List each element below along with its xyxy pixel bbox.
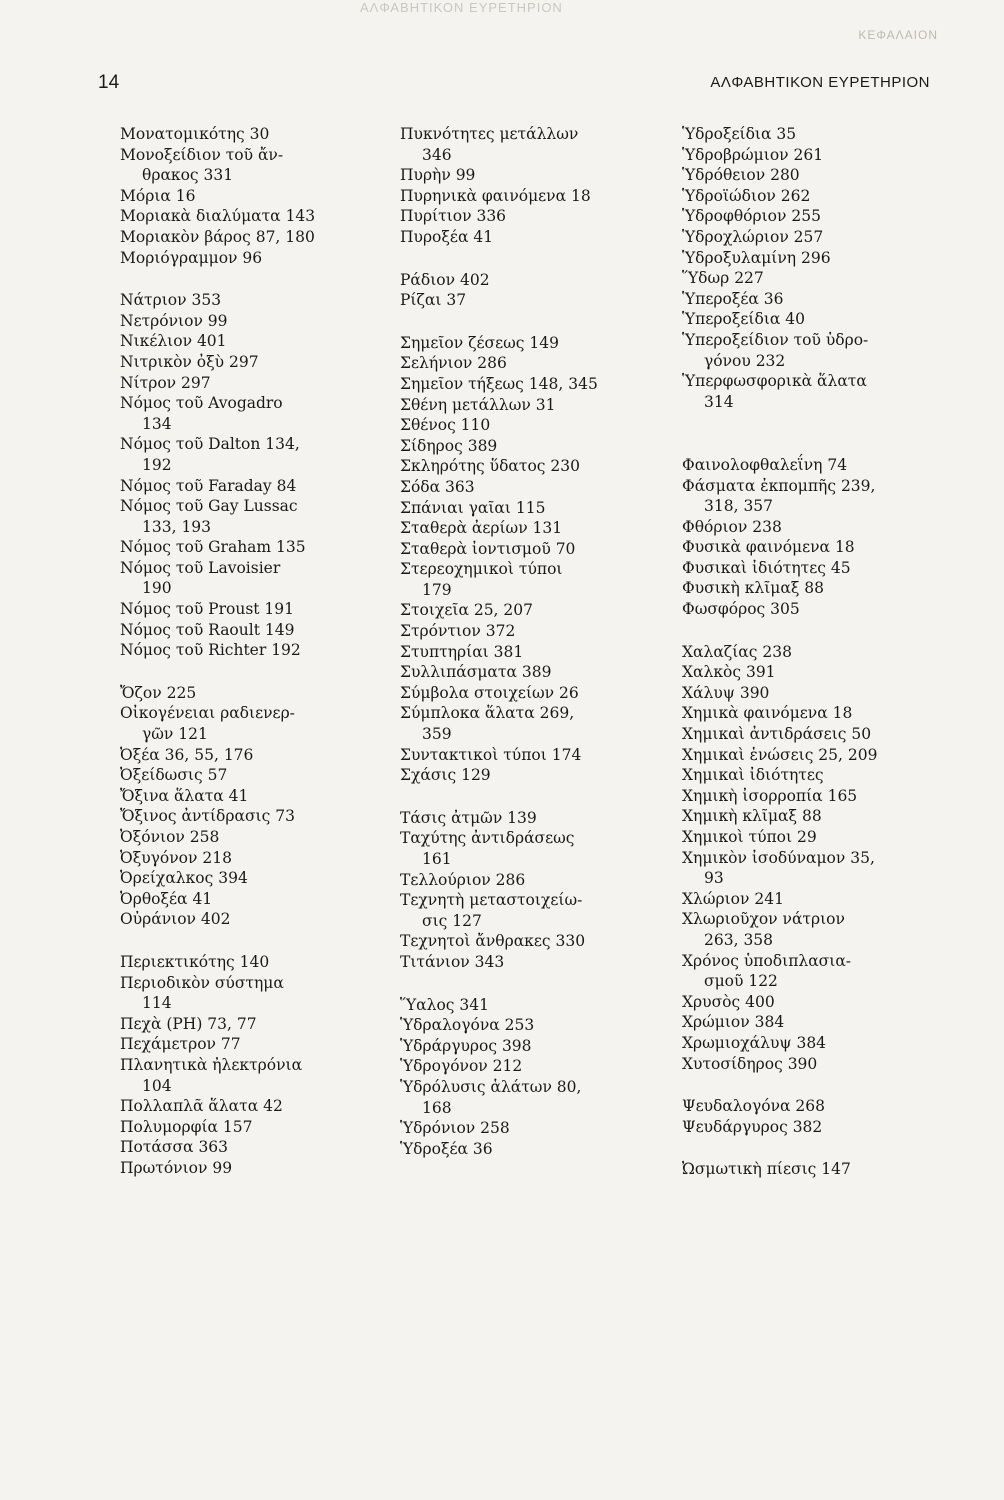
index-entry: Τιτάνιον 343 bbox=[400, 952, 505, 971]
index-entry: Σελήνιον 286 bbox=[400, 354, 507, 373]
index-entry: Ὑδροϊώδιον 262 bbox=[682, 186, 811, 205]
index-entry: Ὑδροξυλαμίνη 296 bbox=[682, 248, 831, 267]
index-entry: Χρυσὸς 400 bbox=[682, 992, 775, 1011]
index-entry-continuation: 134 bbox=[142, 414, 172, 433]
index-entry: Χλωριοῦχον νάτριον bbox=[682, 910, 845, 929]
index-entry: Ὄζον 225 bbox=[120, 683, 197, 702]
index-entry-continuation: 114 bbox=[142, 994, 172, 1013]
index-entry: Ὄξινος ἀντίδρασις 73 bbox=[120, 807, 295, 826]
index-entry: Σταθερὰ ἀερίων 131 bbox=[400, 519, 563, 538]
index-entry: Ὀξέα 36, 55, 176 bbox=[120, 745, 254, 764]
index-entry-continuation: σμοῦ 122 bbox=[704, 972, 778, 991]
index-entry: Τεχνητοὶ ἄνθρακες 330 bbox=[400, 932, 586, 951]
index-entry: Φυσικὴ κλῖμαξ 88 bbox=[682, 579, 825, 598]
index-entry: Νίτρον 297 bbox=[120, 373, 211, 392]
index-entry: Ὑδραλογόνα 253 bbox=[400, 1016, 535, 1035]
index-entry: Ὑπεροξέα 36 bbox=[682, 289, 784, 308]
index-entry-continuation: 161 bbox=[422, 850, 452, 868]
index-entry: Χημικὰ φαινόμενα 18 bbox=[682, 704, 853, 723]
index-entry: Χημικαὶ ἰδιότητες bbox=[682, 766, 824, 785]
page-number: 14 bbox=[98, 72, 120, 93]
index-column-3 bbox=[682, 124, 932, 1180]
index-entry: Μοριακὰ διαλύματα 143 bbox=[120, 207, 316, 226]
letter-group-spacer bbox=[682, 434, 932, 455]
index-entry: Ὑδρόθειον 280 bbox=[682, 166, 800, 185]
index-entry-continuation: 318, 357 bbox=[704, 497, 774, 516]
index-entry: Οἰκογένειαι ραδιενερ- bbox=[120, 704, 295, 723]
index-entry: Τάσις ἀτμῶν 139 bbox=[400, 808, 537, 827]
index-entry: Ὀρθοξέα 41 bbox=[120, 889, 213, 908]
index-entry: Φθόριον 238 bbox=[682, 517, 782, 536]
index-entry: Ὑδράργυρος 398 bbox=[400, 1036, 532, 1055]
index-entry: Νικέλιον 401 bbox=[120, 332, 227, 351]
index-entry: Ψευδαλογόνα 268 bbox=[682, 1097, 825, 1116]
index-entry: Στοιχεῖα 25, 207 bbox=[400, 601, 533, 620]
index-entry: Ὀξόνιον 258 bbox=[120, 828, 220, 846]
letter-group-spacer bbox=[400, 973, 650, 995]
index-entry: Νόμος τοῦ Avogadro bbox=[120, 394, 283, 413]
index-entry: Χαλαζίας 238 bbox=[682, 642, 792, 661]
letter-group-spacer bbox=[120, 661, 352, 683]
bleed-through-text-right: ΚΕΦΑΛΑΙΟΝ bbox=[858, 28, 938, 42]
index-entry-continuation: 179 bbox=[422, 580, 452, 599]
index-entry: Ὑδρογόνον 212 bbox=[400, 1057, 523, 1076]
index-entry: Φάσματα ἐκπομπῆς 239, bbox=[682, 476, 876, 495]
index-entry: Σκληρότης ὕδατος 230 bbox=[400, 457, 580, 476]
index-entry: Πυροξέα 41 bbox=[400, 227, 494, 246]
letter-group-spacer bbox=[682, 1074, 932, 1096]
index-entry-continuation: 133, 193 bbox=[142, 517, 212, 536]
index-entry: Σύμπλοκα ἅλατα 269, bbox=[400, 704, 575, 723]
index-entry: Σχάσις 129 bbox=[400, 766, 491, 785]
index-entry: Πυκνότητες μετάλλων bbox=[400, 125, 579, 143]
index-entry: Ὕδωρ 227 bbox=[682, 269, 764, 288]
index-entry: Στερεοχημικοὶ τύποι bbox=[400, 560, 563, 579]
index-entry: Ψευδάργυρος 382 bbox=[682, 1117, 823, 1136]
index-entry-continuation: 346 bbox=[422, 145, 452, 164]
index-entry: Φαινολοφθαλεΐνη 74 bbox=[682, 455, 848, 474]
index-entry: Ράδιον 402 bbox=[400, 270, 490, 289]
index-column-2 bbox=[400, 124, 650, 1159]
index-entry: Σθένος 110 bbox=[400, 416, 491, 435]
index-entry: Ὑπεροξείδιον τοῦ ὑδρο- bbox=[682, 330, 869, 349]
index-entry: Ὀξυγόνον 218 bbox=[120, 848, 232, 867]
index-entry: Ὑδρόνιον 258 bbox=[400, 1119, 510, 1138]
index-entry: Πεχὰ (PH) 73, 77 bbox=[120, 1014, 257, 1033]
index-entry-continuation: 168 bbox=[422, 1098, 452, 1117]
index-entry: Ὄξινα ἅλατα 41 bbox=[120, 786, 249, 805]
index-entry-continuation: θρακος 331 bbox=[142, 166, 234, 185]
index-entry: Ὠσμωτικὴ πίεσις 147 bbox=[682, 1160, 851, 1179]
index-entry: Μονατομικότης 30 bbox=[120, 125, 270, 143]
index-entry: Νόμος τοῦ Proust 191 bbox=[120, 600, 295, 619]
index-entry: Οὐράνιον 402 bbox=[120, 910, 231, 929]
index-entry: Φυσικαὶ ἰδιότητες 45 bbox=[682, 558, 851, 577]
index-entry: Μονοξείδιον τοῦ ἄν- bbox=[120, 145, 284, 164]
index-entry: Νόμος τοῦ Gay Lussac bbox=[120, 497, 298, 516]
index-entry: Χάλυψ 390 bbox=[682, 683, 770, 702]
index-entry: Σίδηρος 389 bbox=[400, 436, 498, 455]
index-entry: Ὕαλος 341 bbox=[400, 995, 489, 1014]
index-entry: Χημικαὶ ἑνώσεις 25, 209 bbox=[682, 745, 878, 764]
index-entry: Φωσφόρος 305 bbox=[682, 600, 800, 619]
index-entry: Μοριόγραμμον 96 bbox=[120, 248, 263, 267]
index-entry: Χυτοσίδηρος 390 bbox=[682, 1054, 818, 1073]
letter-group-spacer bbox=[400, 311, 650, 333]
index-entry-continuation: 93 bbox=[704, 869, 724, 888]
index-entry: Χρώμιον 384 bbox=[682, 1013, 785, 1032]
index-entry: Ὑδροχλώριον 257 bbox=[682, 227, 824, 246]
index-entry: Ρίζαι 37 bbox=[400, 291, 467, 310]
index-entry: Χρόνος ὑποδιπλασια- bbox=[682, 951, 852, 970]
index-entry: Χαλκὸς 391 bbox=[682, 663, 776, 682]
index-entry-continuation: 192 bbox=[142, 455, 172, 474]
index-entry: Ὑδροφθόριον 255 bbox=[682, 207, 821, 226]
letter-group-spacer bbox=[400, 248, 650, 270]
index-column-1 bbox=[120, 124, 352, 1179]
index-entry: Ὀρείχαλκος 394 bbox=[120, 869, 248, 888]
letter-group-spacer bbox=[120, 268, 352, 290]
index-entry: Χημικοὶ τύποι 29 bbox=[682, 828, 817, 846]
index-entry-continuation: γῶν 121 bbox=[142, 725, 208, 744]
letter-group-spacer bbox=[400, 786, 650, 808]
index-entry: Ὑπεροξείδια 40 bbox=[682, 310, 806, 329]
index-entry: Χημικαὶ ἀντιδράσεις 50 bbox=[682, 725, 872, 744]
index-entry: Πρωτόνιον 99 bbox=[120, 1158, 233, 1177]
index-entry: Ὑδρόλυσις ἁλάτων 80, bbox=[400, 1077, 582, 1096]
index-entry: Περιεκτικότης 140 bbox=[120, 952, 270, 971]
index-entry: Συντακτικοὶ τύποι 174 bbox=[400, 745, 582, 764]
index-entry: Χημικὸν ἰσοδύναμον 35, bbox=[682, 848, 875, 867]
index-entry: Πολλαπλᾶ ἅλατα 42 bbox=[120, 1097, 283, 1116]
letter-group-spacer bbox=[682, 412, 932, 434]
index-entry: Πυρίτιον 336 bbox=[400, 207, 507, 226]
index-entry: Νόμος τοῦ Richter 192 bbox=[120, 641, 301, 660]
index-entry-continuation: 190 bbox=[142, 579, 172, 598]
index-entry: Χρωμιοχάλυψ 384 bbox=[682, 1033, 827, 1052]
index-entry: Πλανητικὰ ἠλεκτρόνια bbox=[120, 1055, 303, 1074]
index-entry-continuation: 263, 358 bbox=[704, 930, 774, 949]
letter-group-spacer bbox=[120, 930, 352, 952]
index-entry: Νετρόνιον 99 bbox=[120, 311, 228, 330]
letter-group-spacer bbox=[682, 1137, 932, 1159]
letter-group-spacer bbox=[682, 620, 932, 642]
index-entry-continuation: 104 bbox=[142, 1076, 172, 1095]
index-entry: Πυρηνικὰ φαινόμενα 18 bbox=[400, 186, 591, 205]
index-entry: Νιτρικὸν ὀξὺ 297 bbox=[120, 352, 259, 371]
index-entry: Περιοδικὸν σύστημα bbox=[120, 973, 284, 992]
index-entry: Στρόντιον 372 bbox=[400, 622, 516, 641]
index-entry: Στυπτηρίαι 381 bbox=[400, 642, 524, 661]
index-entry: Σπάνιαι γαῖαι 115 bbox=[400, 498, 546, 517]
index-entry: Νόμος τοῦ Raoult 149 bbox=[120, 620, 295, 639]
index-entry: Πολυμορφία 157 bbox=[120, 1117, 253, 1136]
index-entry: Συλλιπάσματα 389 bbox=[400, 663, 552, 682]
index-entry: Σθένη μετάλλων 31 bbox=[400, 395, 556, 414]
index-entry: Πυρὴν 99 bbox=[400, 166, 476, 185]
index-entry: Ὀξείδωσις 57 bbox=[120, 766, 228, 785]
index-entry: Τεχνητὴ μεταστοιχείω- bbox=[400, 891, 583, 910]
index-entry: Νάτριον 353 bbox=[120, 291, 222, 310]
index-entry: Ὑπερφωσφορικὰ ἅλατα bbox=[682, 372, 867, 391]
index-entry: Νόμος τοῦ Faraday 84 bbox=[120, 476, 297, 495]
index-entry: Ποτάσσα 363 bbox=[120, 1138, 229, 1157]
index-entry: Νόμος τοῦ Lavoisier bbox=[120, 558, 281, 577]
index-entry: Σόδα 363 bbox=[400, 477, 475, 496]
index-entry: Τελλούριον 286 bbox=[400, 870, 526, 889]
index-entry: Χημικὴ ἰσορροπία 165 bbox=[682, 786, 858, 805]
index-entry: Ταχύτης ἀντιδράσεως bbox=[400, 829, 575, 848]
index-entry: Νόμος τοῦ Graham 135 bbox=[120, 538, 306, 557]
index-entry: Πεχάμετρον 77 bbox=[120, 1035, 241, 1054]
index-entry: Ὑδροξέα 36 bbox=[400, 1139, 493, 1158]
index-entry: Χημικὴ κλῖμαξ 88 bbox=[682, 807, 822, 826]
index-entry-continuation: σις 127 bbox=[422, 911, 482, 930]
index-entry-continuation: γόνου 232 bbox=[704, 351, 786, 370]
index-entry: Μόρια 16 bbox=[120, 186, 196, 205]
index-entry: Σταθερὰ ἰοντισμοῦ 70 bbox=[400, 539, 576, 558]
index-entry: Σημεῖον τήξεως 148, 345 bbox=[400, 374, 598, 393]
running-title: ΑΛΦΑΒΗΤΙΚΟΝ ΕΥΡΕΤΗΡΙΟΝ bbox=[710, 74, 930, 91]
index-entry: Ὑδροξείδια 35 bbox=[682, 125, 797, 143]
index-entry: Μοριακὸν βάρος 87, 180 bbox=[120, 227, 315, 246]
index-entry: Φυσικὰ φαινόμενα 18 bbox=[682, 538, 855, 557]
index-entry: Σημεῖον ζέσεως 149 bbox=[400, 333, 559, 352]
index-entry: Ὑδροβρώμιον 261 bbox=[682, 145, 824, 164]
index-entry-continuation: 314 bbox=[704, 392, 734, 411]
index-entry: Σύμβολα στοιχείων 26 bbox=[400, 683, 579, 702]
index-entry-continuation: 359 bbox=[422, 725, 452, 744]
bleed-through-text: ΑΛΦΑΒΗΤΙΚΟΝ ΕΥΡΕΤΗΡΙΟΝ bbox=[360, 0, 563, 15]
index-entry: Χλώριον 241 bbox=[682, 889, 784, 908]
index-entry: Νόμος τοῦ Dalton 134, bbox=[120, 435, 300, 454]
